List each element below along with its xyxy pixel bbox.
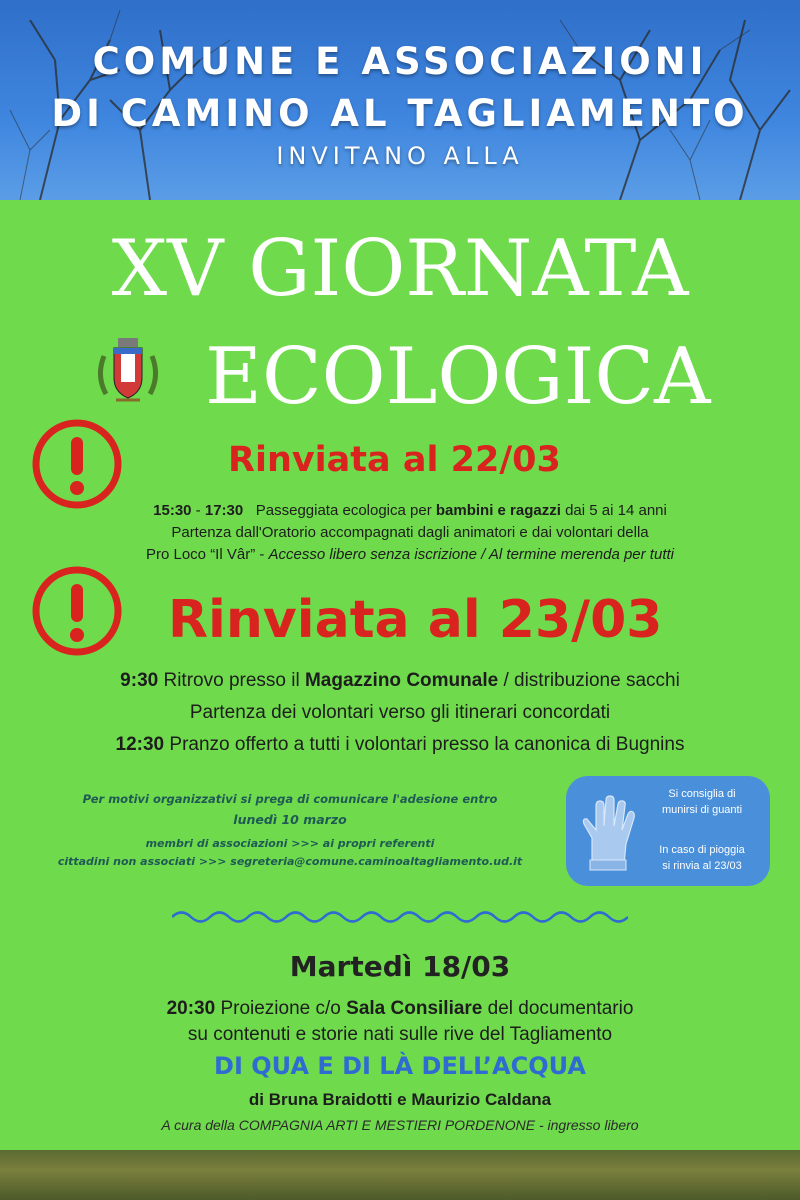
screening-date: Martedì 18/03 (289, 950, 511, 983)
event1-line-1: 15:30 - 17:30 Passeggiata ecologica per bambini e ragazzi dai 5 ai 14 anni (153, 502, 667, 519)
ground-strip (0, 1150, 800, 1200)
wave-divider-icon (172, 908, 628, 926)
event2-line-3: 12:30 Pranzo offerto a tutti i volontari presso la canonica di Bugnins (115, 734, 685, 755)
header-line-1: COMUNE E ASSOCIAZIONI (92, 40, 708, 83)
postponed-notice-1: Rinviata al 22/03 (228, 440, 561, 480)
registration-note: Per motivi organizzativi si prega di comunicare l'adesione entro (82, 792, 498, 806)
tip-line-4: si rinvia al 23/03 (662, 860, 742, 872)
tip-line-1: Si consiglia di (668, 788, 736, 800)
glove-icon (578, 794, 640, 872)
exclamation-circle-icon (30, 564, 124, 658)
title-line-1: XV GIORNATA (111, 224, 689, 314)
postponed-notice-2: Rinviata al 23/03 (168, 590, 663, 650)
event1-line-3: Pro Loco “Il Vâr” - Accesso libero senza iscrizione / Al termine merenda per tutti (145, 546, 674, 563)
exclamation-circle-icon (30, 417, 124, 511)
film-title: DI QUA E DI LÀ DELL’ACQUA (214, 1052, 586, 1080)
tip-box (566, 776, 770, 886)
header-line-2: DI CAMINO AL TAGLIAMENTO (51, 92, 749, 135)
title-line-2: ECOLOGICA (205, 332, 711, 422)
tip-line-2: munirsi di guanti (661, 804, 743, 816)
tip-line-3: In caso di pioggia (659, 844, 745, 856)
coat-of-arms-icon (88, 332, 168, 412)
film-credit: A cura della COMPAGNIA ARTI E MESTIERI PORDENONE - ingresso libero (161, 1117, 639, 1133)
film-authors: di Bruna Braidotti e Maurizio Caldana (248, 1090, 552, 1109)
registration-citizens: cittadini non associati >>> segreteria@comune.caminoaltagliamento.ud.it (57, 855, 523, 868)
registration-associations: membri di associazioni >>> ai propri referenti (145, 837, 435, 850)
event2-line-1: 9:30 Ritrovo presso il Magazzino Comunale / distribuzione sacchi (120, 670, 680, 691)
registration-deadline: lunedì 10 marzo (233, 812, 347, 827)
header-line-3: INVITANO ALLA (276, 142, 524, 170)
screening-line-2: su contenuti e storie nati sulle rive del Tagliamento (187, 1024, 613, 1045)
event1-line-2: Partenza dall'Oratorio accompagnati dagli animatori e dai volontari della (171, 524, 649, 541)
event2-line-2: Partenza dei volontari verso gli itinerari concordati (189, 702, 611, 723)
screening-line-1: 20:30 Proiezione c/o Sala Consiliare del documentario (166, 998, 634, 1019)
